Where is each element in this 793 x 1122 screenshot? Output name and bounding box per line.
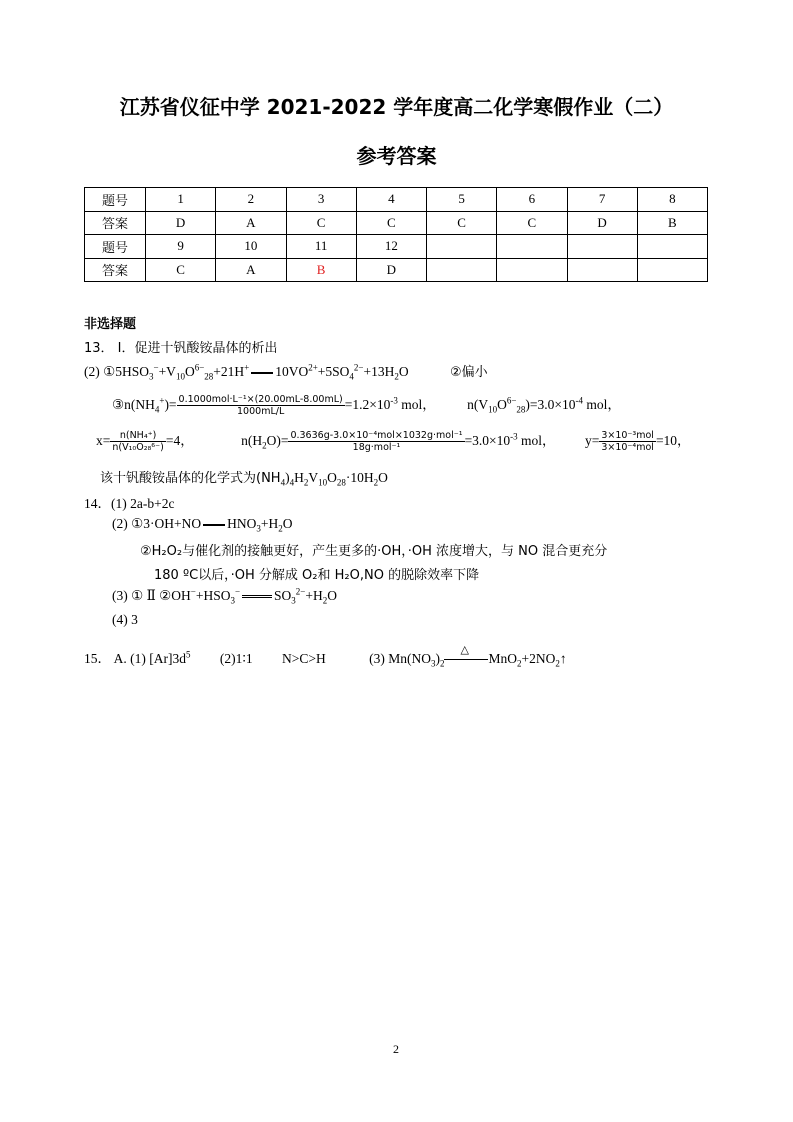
- question-number-cell: 9: [146, 235, 216, 259]
- answer-cell: C: [286, 211, 356, 235]
- question-number-row: [85, 188, 708, 212]
- question-number-cell: 12: [356, 235, 426, 259]
- question-number-cell: [427, 235, 497, 259]
- answer-cell: D: [146, 211, 216, 235]
- answer-cell: A: [216, 258, 286, 282]
- question-number-cell: [567, 235, 637, 259]
- fraction-y: $\frac{\text{3×10⁻³mol}}{\text{3×10⁻⁴mol}}$: [601, 430, 654, 454]
- section-heading: 非选择题: [84, 317, 137, 332]
- answer-cell: D: [356, 258, 426, 282]
- question-number-cell: 6: [497, 188, 567, 212]
- answer-cell: [637, 258, 707, 282]
- equation-arrow: [203, 524, 225, 526]
- answer-cell: C: [356, 211, 426, 235]
- answer-row: [85, 258, 708, 282]
- question-number-cell: 4: [356, 188, 426, 212]
- q14-line5: (3) ① Ⅱ $②OH^-+HSO_3^-$ $SO_3^{2-}+H_2O$: [112, 586, 337, 606]
- page-number: 2: [393, 1042, 399, 1056]
- q13-line1: 13． I．促进十钒酸铵晶体的析出: [84, 341, 278, 356]
- answer-row: [85, 211, 708, 235]
- question-number-cell: 1: [146, 188, 216, 212]
- answer-cell: [497, 258, 567, 282]
- q14-line3: ②H₂O₂与催化剂的接触更好，产生更多的·OH，·OH 浓度增大，与 NO 混合更充分: [140, 544, 608, 559]
- page-subtitle: 参考答案: [356, 144, 437, 168]
- answer-cell: A: [216, 211, 286, 235]
- answer-cell: [567, 258, 637, 282]
- question-number-row: [85, 235, 708, 259]
- q14-line1: 14．(1) 2a-b+2c: [84, 496, 175, 511]
- question-number-cell: 10: [216, 235, 286, 259]
- q13-line4: x= $\frac{\text{n(NH₄⁺)}}{\text{n(V₁₀O₂₈⁶⁻)}}$ =4， $n(H_2O)=$ $\frac{\text{0.3636g-3.0×10⁻⁴mol×1032g·mol⁻¹}}{\text{18g·mol⁻¹}}$ $=3.0\times 10^{-3}$ mol， y= $\frac{\text{3×10⁻³mol}}{\text{3×10⁻⁴mol}}$ =10，: [96, 430, 691, 454]
- answer-cell: B: [637, 211, 707, 235]
- row-header: 题号: [85, 235, 146, 259]
- delta-icon: △: [460, 643, 469, 656]
- row-header: 答案: [85, 258, 146, 282]
- answer-cell: C: [146, 258, 216, 282]
- question-number-cell: 7: [567, 188, 637, 212]
- answer-cell: C: [497, 211, 567, 235]
- question-number-cell: 8: [637, 188, 707, 212]
- fraction-h2o: $\frac{\text{0.3636g-3.0×10⁻⁴mol×1032g·mol⁻¹}}{\text{18g·mol⁻¹}}$: [290, 430, 463, 454]
- equation-arrow: [251, 372, 273, 374]
- q13-line5: 该十钒酸铵晶体的化学式为$(NH_4)_4H_2V_{10}O_{28}\cdot 10H_2O$: [100, 470, 388, 488]
- question-number-cell: [497, 235, 567, 259]
- question-number-cell: 3: [286, 188, 356, 212]
- equation-double-bar: [242, 595, 272, 598]
- fraction-x: $\frac{\text{n(NH₄⁺)}}{\text{n(V₁₀O₂₈⁶⁻)}}$: [112, 430, 164, 454]
- q13-line2: (2) $①5HSO_3^-+V_{10}O^{6-}_{28}+21H^+$ $10VO^{2+}+5SO_4^{2-}+13H_2O$ ②偏小: [84, 362, 488, 382]
- question-number-cell: 2: [216, 188, 286, 212]
- q14-line2: (2) ①3·OH+NO $HNO_3+H_2O$: [112, 516, 293, 534]
- question-number-cell: 5: [427, 188, 497, 212]
- answer-cell: C: [427, 211, 497, 235]
- question-number-cell: [637, 235, 707, 259]
- row-header: 答案: [85, 211, 146, 235]
- answer-cell: [427, 258, 497, 282]
- answer-cell: B: [286, 258, 356, 282]
- page-title: 江苏省仪征中学 2021-2022 学年度高二化学寒假作业（二）: [119, 95, 674, 119]
- answer-cell: D: [567, 211, 637, 235]
- q14-line6: (4) 3: [112, 612, 138, 627]
- q15-line: 15． A. (1) $[Ar]3d^5$ (2)1∶1 N>C>H (3) $Mn(NO_3)_2$ △ $MnO_2+2NO_2↑$: [84, 643, 567, 669]
- heating-condition: [444, 643, 488, 665]
- fraction-nh4: $\frac{\text{0.1000mol·L⁻¹×(20.00mL-8.00mL)}}{1000mL/L}$: [178, 394, 343, 418]
- q13-line3: $③n(NH_4^+)=$ $\frac{\text{0.1000mol·L⁻¹×(20.00mL-8.00mL)}}{1000mL/L}$ $=1.2\times 10^{-3}$ mol， $n(V_{10}O^{6-}_{28})=3.0\times 10^{-4}$ mol，: [112, 394, 621, 418]
- answer-table: [84, 187, 708, 282]
- q14-line4: 180 ºC以后，·OH 分解成 O₂和 H₂O,NO 的脱除效率下降: [154, 568, 480, 583]
- question-number-cell: 11: [286, 235, 356, 259]
- row-header: 题号: [85, 188, 146, 212]
